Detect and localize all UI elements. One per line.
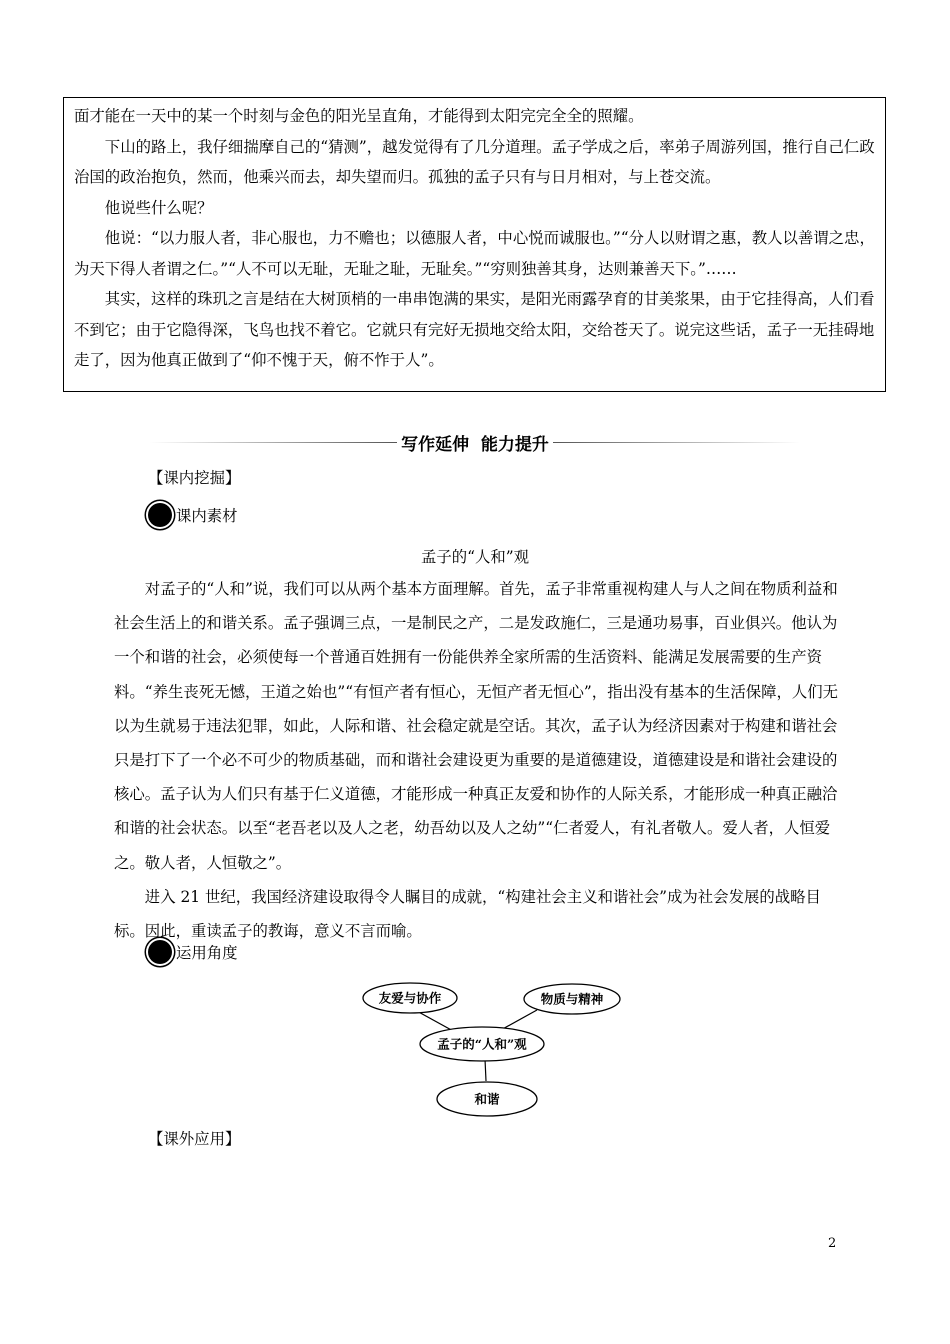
article-paragraph-1: 对孟子的“人和”说，我们可以从两个基本方面理解。首先，孟子非常重视构建人与人之间在物质利益和社会生活上的和谐关系。孟子强调三点，一是制民之产，二是发政施仁，三是通功易事，百业俱兴。他认为一个和谐的社会，必须使每一个普通百姓拥有一份能供养全家所需的生活资料、能满足发展需要的生产资料。“养生丧死无憾，王道之始也”“有恒产者有恒心，无恒产者无恒心”，指出没有基本的生活保障，人们无以为生就易于违法犯罪，如此，人际和谐、社会稳定就是空话。其次，孟子认为经济因素对于构建和谐社会只是打下了一个必不可少的物质基础，而和谐社会建设更为重要的是道德建设，道德建设是和谐社会建设的核心。孟子认为人们只有基于仁义道德，才能形成一种真正友爱和协作的人际关系，才能形成一种真正融洽和谐的社会状态。以至“老吾老以及人之老，幼吾幼以及人之幼”“仁者爱人，有礼者敬人。爱人者，人恒爱之。敬人者，人恒敬之”。 (114, 580, 839, 872)
node-top-right-label: 物质与精神 (540, 991, 604, 1007)
concept-diagram (355, 976, 645, 1122)
article-body (114, 572, 849, 948)
excerpt-paragraph-3: 他说些什么呢？ (104, 198, 213, 217)
filled-circle-icon (148, 940, 172, 964)
label-in-class-mining: 【课内挖掘】 (148, 469, 241, 487)
bullet-usage-angle (148, 940, 238, 964)
page-number: 2 (828, 1236, 837, 1251)
section-heading (150, 428, 800, 456)
node-bottom-label: 和谐 (474, 1091, 500, 1107)
connector-top-left (415, 1010, 455, 1032)
section-heading-text: 写作延伸 能力提升 (401, 434, 549, 455)
filled-circle-icon (148, 503, 172, 527)
connector-bottom (485, 1059, 486, 1081)
bullet-label-material: 课内素材 (176, 507, 238, 525)
article-title: 孟子的“人和”观 (420, 548, 530, 566)
article-paragraph-2: 进入 21 世纪，我国经济建设取得令人瞩目的成就，“构建社会主义和谐社会”成为社会发展的战略目标。因此，重读孟子的教诲，意义不言而喻。 (114, 887, 821, 941)
node-top-left-label: 友爱与协作 (378, 990, 442, 1006)
excerpt-paragraph-5: 其实，这样的珠玑之言是结在大树顶梢的一串串饱满的果实，是阳光雨露孕育的甘美浆果，由于它挂得高，人们看不到它；由于它隐得深，飞鸟也找不着它。它就只有完好无损地交给太阳，交给苍天了。说完这些话，孟子一无挂碍地走了，因为他真正做到了“仰不愧于天，俯不怍于人”。 (74, 290, 875, 369)
heading-rule-left (150, 442, 397, 443)
excerpt-box (63, 97, 886, 392)
excerpt-paragraph-1: 面才能在一天中的某一个时刻与金色的阳光呈直角，才能得到太阳完完全全的照耀。 (74, 107, 644, 125)
excerpt-paragraph-2: 下山的路上，我仔细揣摩自己的“猜测”，越发觉得有了几分道理。孟子学成之后，率弟子周游列国，推行自己仁政治国的政治抱负，然而，他乘兴而去，却失望而归。孤独的孟子只有与日月相对，与上苍交流。 (74, 137, 875, 186)
heading-rule-right (553, 442, 800, 443)
excerpt-paragraph-4: 他说：“以力服人者，非心服也，力不赡也；以德服人者，中心悦而诚服也。”“分人以财谓之惠，教人以善谓之忠，为天下得人者谓之仁。”“人不可以无耻，无耻之耻，无耻矣。”“穷则独善其身，达则兼善天下。”…… (74, 229, 875, 278)
bullet-label-usage: 运用角度 (176, 944, 238, 962)
label-out-of-class-application: 【课外应用】 (148, 1130, 241, 1148)
node-center-label: 孟子的“人和”观 (437, 1036, 527, 1052)
bullet-in-class-material (148, 503, 238, 527)
